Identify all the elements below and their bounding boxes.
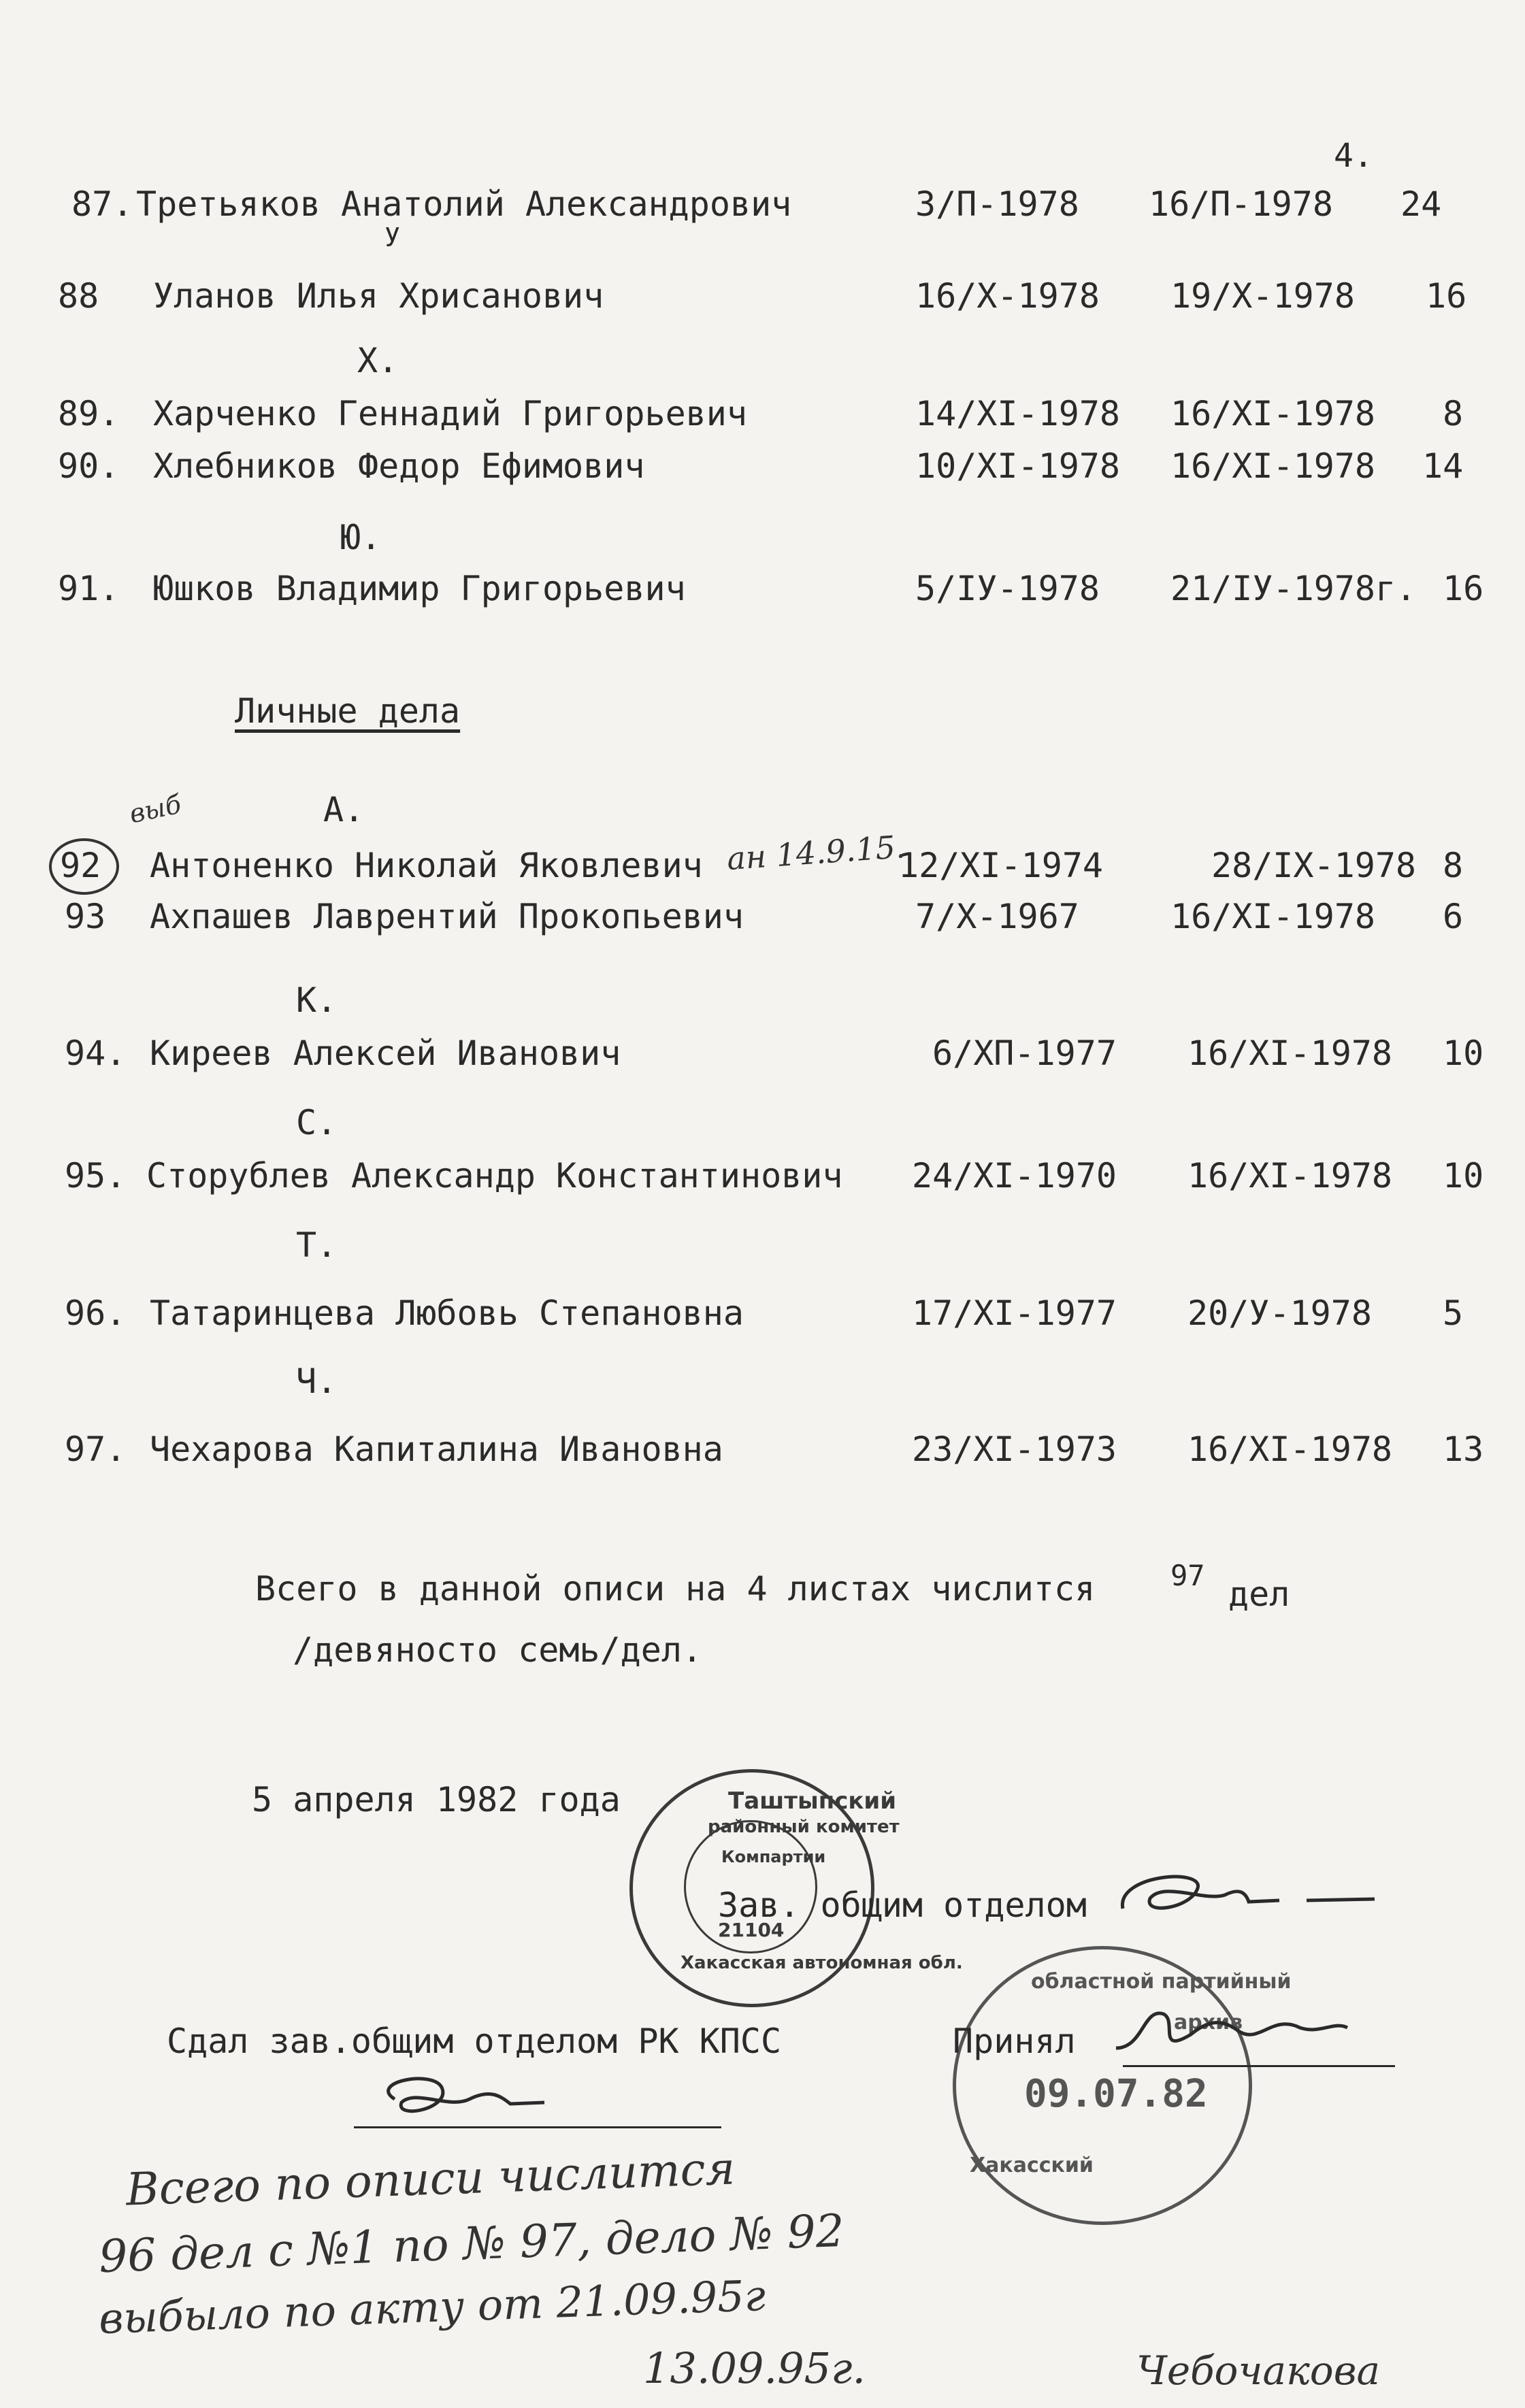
row-num: 91. — [58, 569, 120, 608]
stamp-text: Таштыпский — [728, 1787, 897, 1815]
row-sheets: 14 — [1422, 446, 1464, 486]
handwritten-signature-name: Чебочакова — [1136, 2347, 1381, 2394]
row-end: 16/П-1978 — [1149, 184, 1333, 224]
letter-heading: Х. — [357, 341, 399, 380]
row-start: 16/Х-1978 — [915, 276, 1100, 316]
row-name: Хлебников Федор Ефимович — [153, 446, 645, 486]
row-sheets: 16 — [1426, 276, 1467, 316]
row-sheets: 8 — [1443, 394, 1464, 433]
row-name: Уланов Илья Хрисанович — [153, 276, 604, 316]
row-sheets: 8 — [1443, 846, 1464, 885]
row-sheets: 5 — [1443, 1293, 1464, 1333]
total-unit: дел — [1228, 1574, 1290, 1614]
row-sheets: 10 — [1443, 1034, 1484, 1073]
row-start: 12/XI-1974 — [898, 846, 1104, 885]
row-num: 89. — [58, 394, 120, 433]
row-sheets: 6 — [1443, 897, 1464, 936]
total-statement: Всего в данной описи на 4 листах числится — [255, 1569, 1096, 1609]
row-start: 14/XI-1978 — [915, 394, 1121, 433]
row-end: 16/XI-1978 — [1187, 1430, 1393, 1469]
accepted-signature-line — [1123, 2065, 1395, 2067]
row-start: 24/XI-1970 — [912, 1156, 1117, 1195]
total-in-words: /девяносто семь/дел. — [293, 1630, 703, 1670]
handed-over-label: Сдал зав.общим отделом РК КПСС — [167, 2022, 782, 2061]
row-end: 19/Х-1978 — [1170, 276, 1355, 316]
page-number: 4. — [1334, 137, 1373, 175]
signature-handed — [354, 2062, 640, 2137]
row-num: 88 — [58, 276, 99, 316]
row-start: 23/XI-1973 — [912, 1430, 1117, 1469]
row-end: 16/XI-1978 — [1187, 1034, 1393, 1073]
letter-heading: К. — [296, 980, 338, 1020]
row-name: Ахпашев Лаврентий Прокопьевич — [150, 897, 744, 936]
row-num: 87. — [71, 184, 133, 224]
accepted-label: Принял — [953, 2022, 1076, 2061]
row-sheets: 10 — [1443, 1156, 1484, 1195]
row-num: 92 — [60, 846, 101, 885]
stamp-text: Хакасский — [970, 2154, 1094, 2177]
row-sheets: 16 — [1443, 569, 1484, 608]
stamp-text: Хакасская автономная обл. — [680, 1953, 963, 1973]
row-end: 28/IX-1978 — [1211, 846, 1417, 885]
row-start: 7/Х-1967 — [915, 897, 1079, 936]
stamp-date: 09.07.82 — [1024, 2072, 1208, 2116]
signature-head — [1102, 1861, 1388, 1929]
stamp-text: областной партийный — [1031, 1970, 1292, 1994]
handwritten-note-date: 13.09.95г. — [643, 2343, 866, 2393]
row-end: 21/IУ-1978г. — [1170, 569, 1417, 608]
row-start: 3/П-1978 — [915, 184, 1079, 224]
row-end: 16/XI-1978 — [1170, 394, 1376, 433]
row-end: 16/XI-1978 — [1170, 446, 1376, 486]
letter-heading: У — [384, 222, 400, 252]
row-name: Киреев Алексей Иванович — [150, 1034, 621, 1073]
row-name: Третьяков Анатолий Александрович — [136, 184, 792, 224]
letter-heading: Ч. — [296, 1362, 338, 1401]
row-num: 96. — [65, 1293, 127, 1333]
row-end: 16/XI-1978 — [1187, 1156, 1393, 1195]
row-start: 10/XI-1978 — [915, 446, 1121, 486]
handwritten-note-line: 96 дел с №1 по № 97, дело № 92 — [97, 2204, 845, 2283]
section-title: Личные дела — [235, 691, 461, 731]
row-sheets: 24 — [1400, 184, 1442, 224]
row-name: Чехарова Капиталина Ивановна — [150, 1430, 723, 1469]
archive-stamp — [953, 1946, 1292, 2225]
stamp-text: архив — [1174, 2011, 1243, 2034]
stamp-text: 21104 — [718, 1919, 785, 1941]
stamp-text: Компартии — [721, 1847, 826, 1866]
row-name: Татаринцева Любовь Степановна — [150, 1293, 744, 1333]
row-num: 97. — [65, 1430, 127, 1469]
row-name: Харченко Геннадий Григорьевич — [153, 394, 747, 433]
row-num: 90. — [58, 446, 120, 486]
total-count: 97 — [1170, 1559, 1205, 1592]
row-num: 93 — [65, 897, 106, 936]
handwritten-mark: выб — [127, 789, 184, 829]
row-start: 6/ХП-1977 — [932, 1034, 1117, 1073]
row-name: Юшков Владимир Григорьевич — [153, 569, 686, 608]
letter-heading: Т. — [296, 1225, 338, 1265]
row-end: 20/У-1978 — [1187, 1293, 1372, 1333]
row-num: 95. — [65, 1156, 127, 1195]
letter-heading: С. — [296, 1103, 338, 1142]
row-name: Сторублев Александр Константинович — [146, 1156, 843, 1195]
signature-accepted — [1102, 1994, 1388, 2068]
handwritten-note: ан 14.9.15. — [725, 827, 907, 878]
document-date: 5 апреля 1982 года — [252, 1780, 621, 1819]
row-end: 16/XI-1978 — [1170, 897, 1376, 936]
letter-heading: Ю. — [340, 518, 382, 557]
row-name: Антоненко Николай Яковлевич — [150, 846, 703, 885]
handed-signature-line — [354, 2126, 721, 2128]
stamp-text: районный комитет — [708, 1817, 900, 1837]
head-of-department-label: Зав. общим отделом — [718, 1885, 1087, 1925]
letter-heading: А. — [323, 790, 365, 829]
handwritten-note-line: Всего по описи числится — [125, 2142, 736, 2216]
row-num: 94. — [65, 1034, 127, 1073]
row-sheets: 13 — [1443, 1430, 1484, 1469]
row-start: 17/XI-1977 — [912, 1293, 1117, 1333]
row-start: 5/IУ-1978 — [915, 569, 1100, 608]
handwritten-note-line: выбыло по акту от 21.09.95г — [98, 2270, 767, 2344]
